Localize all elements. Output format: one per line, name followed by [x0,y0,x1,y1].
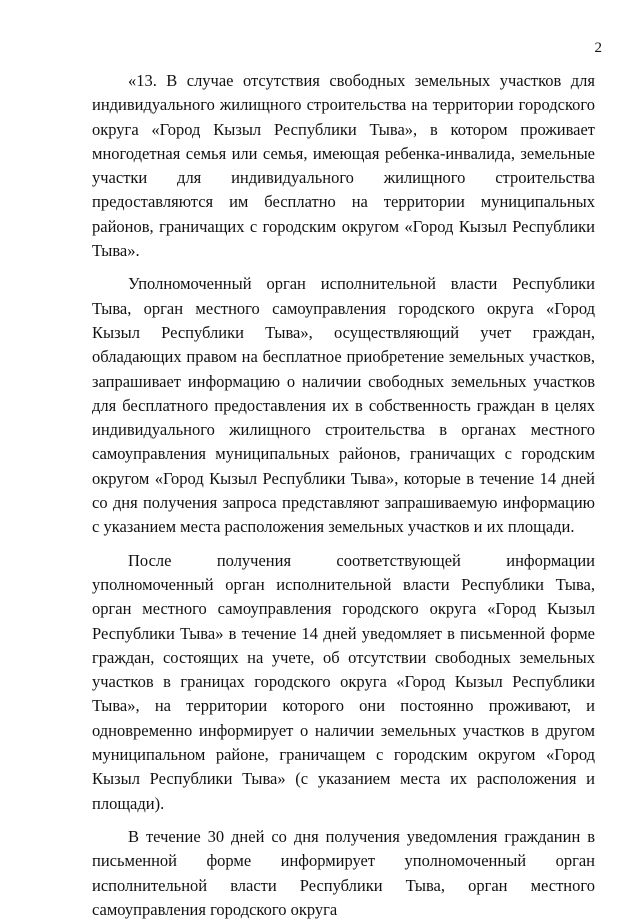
paragraph-authorized-body-request: Уполномоченный орган исполнительной власти Республики Тыва, орган местного самоуправления городского округа «Город Кызыл Республики Тыва», осуществляющий учет граждан, обладающих правом на бесплатное приобретение земельных участков, запрашивает информацию о наличии свободных земельных участков для бесплатного предоставления их в собственность граждан в целях индивидуального жилищного строительства в органах местного самоуправления муниципальных районов, граничащих с городским округом «Город Кызыл Республики Тыва», которые в течение 14 дней со дня получения запроса представляют запрашиваемую информацию с указанием места расположения земельных участков и их площади. [92,274,595,537]
paragraph-notification: После получения соответствующей информации уполномоченный орган исполнительной власти Республики Тыва, орган местного самоуправления городского округа «Город Кызыл Республики Тыва» в течение 14 дней уведомляет в письменной форме граждан, состоящих на учете, об отсутствии свободных земельных участков в границах городского округа «Город Кызыл Республики Тыва», на территории которого они постоянно проживают, и одновременно информирует о наличии земельных участков в другом муниципальном районе, граничащем с городским округом «Город Кызыл Республики Тыва» (с указанием места их расположения и площади). [92,550,595,813]
page-number: 2 [594,40,602,56]
document-body [92,69,595,922]
paragraph-item-13: «13. В случае отсутствия свободных земельных участков для индивидуального жилищного строительства на территории городского округа «Город Кызыл Республики Тыва», в котором проживает многодетная семья или семья, имеющая ребенка-инвалида, земельные участки для индивидуального жилищного строительства предоставляются им бесплатно на территории муниципальных районов, граничащих с городским округом «Город Кызыл Республики Тыва». [92,71,595,261]
paragraph-citizen-response: В течение 30 дней со дня получения уведомления гражданин в письменной форме информирует уполномоченный орган исполнительной власти Республики Тыва, орган местного самоуправления городского округа [92,826,595,919]
